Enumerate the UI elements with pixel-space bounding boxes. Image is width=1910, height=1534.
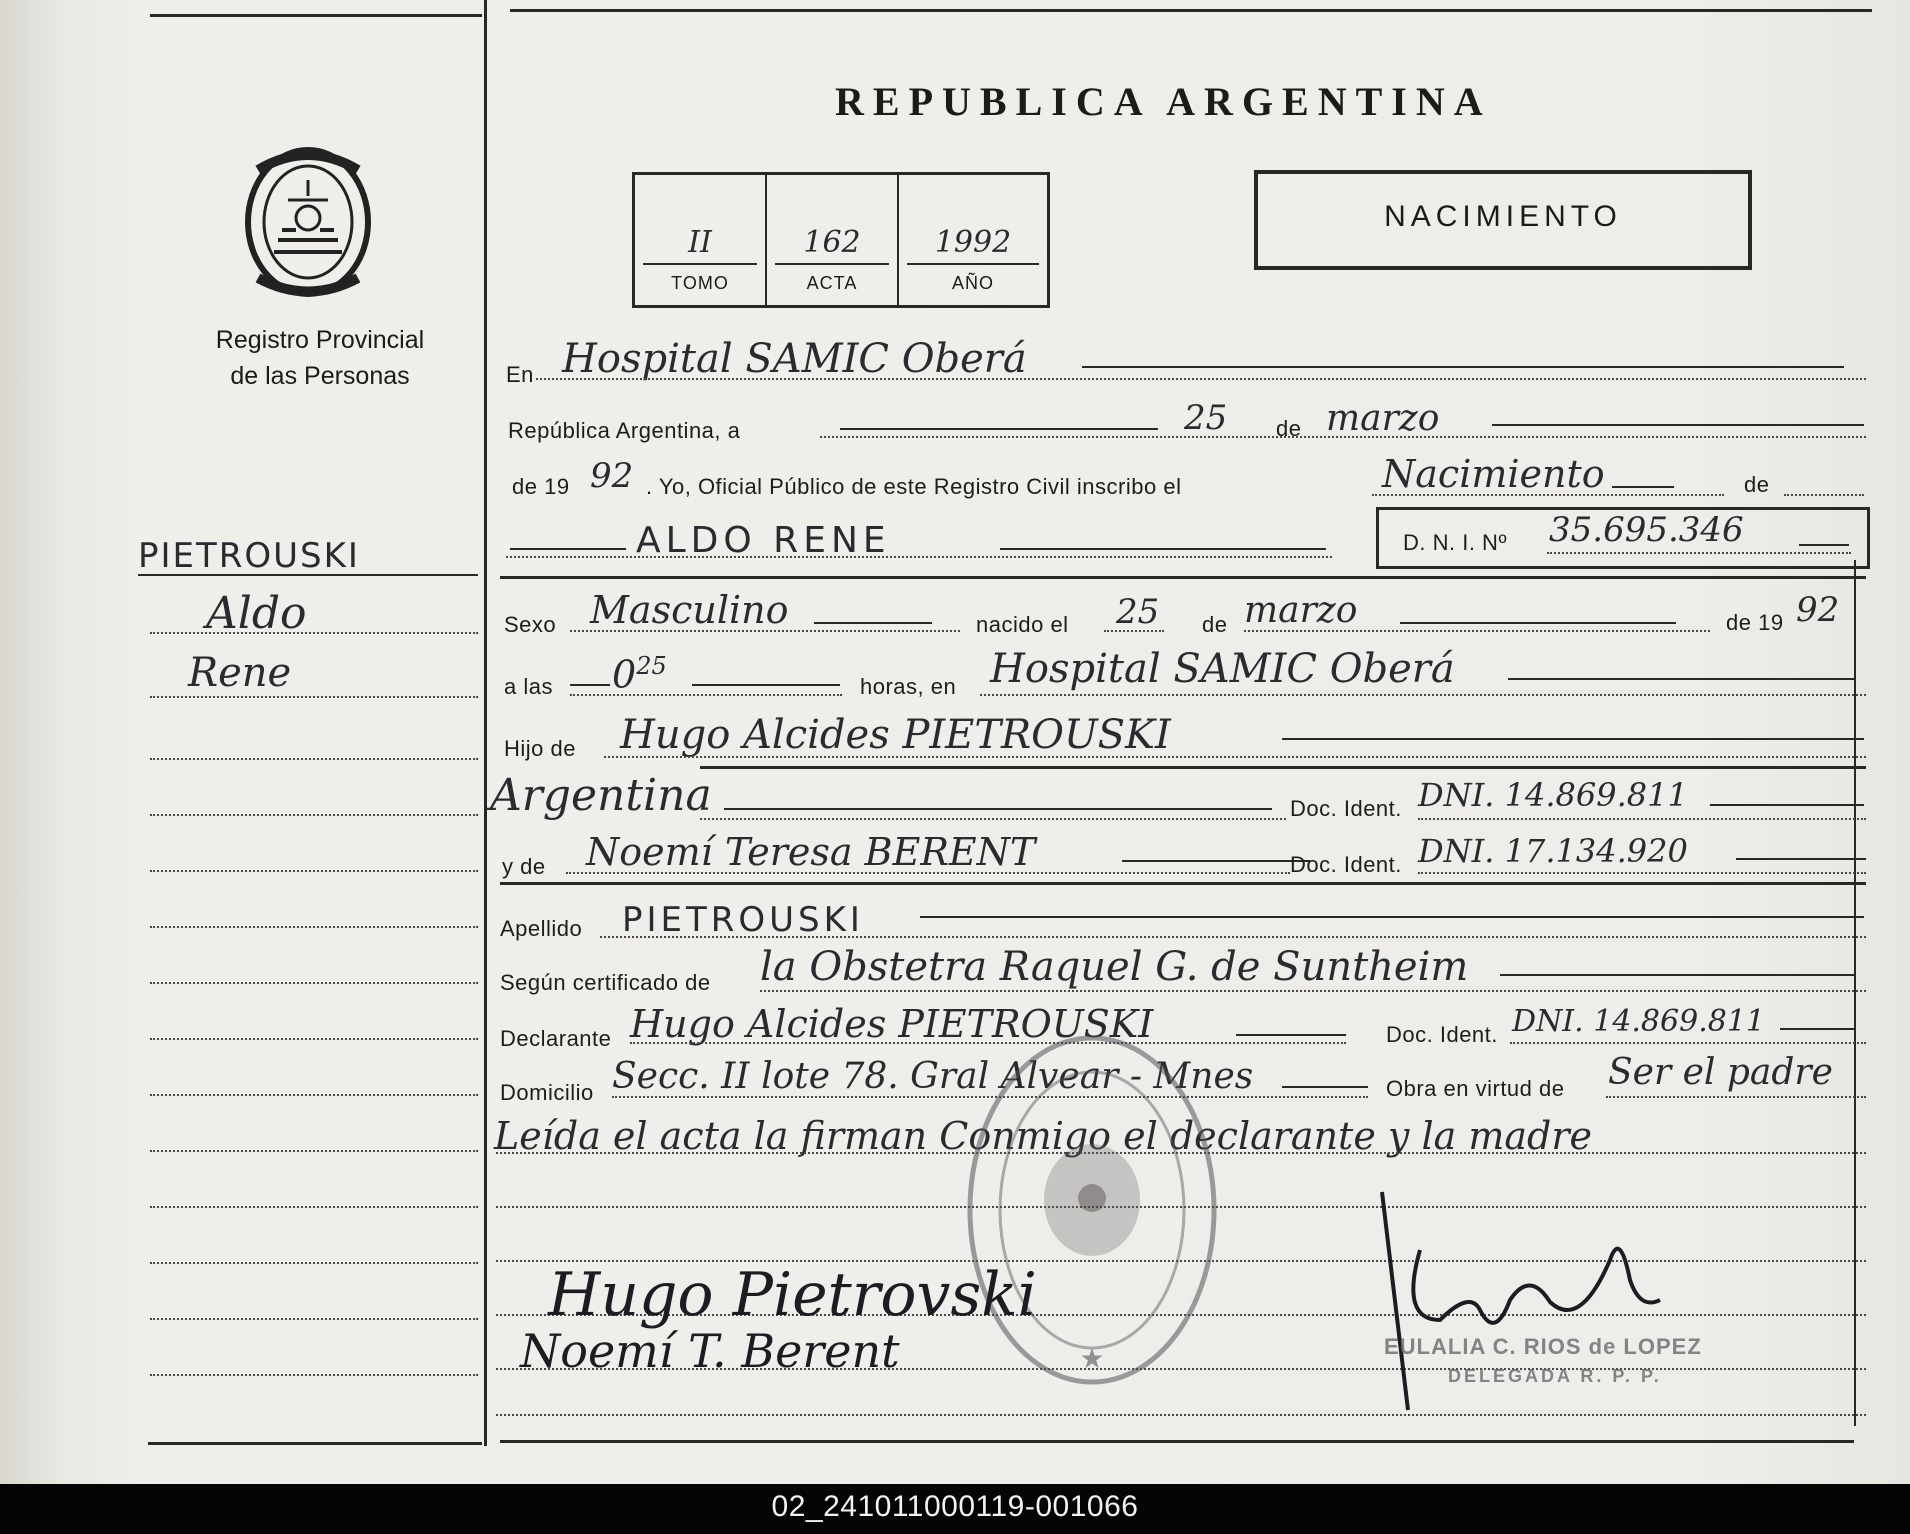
- field-mother-doc: DNI. 17.134.920: [1418, 832, 1688, 870]
- section-rule: [500, 882, 1866, 885]
- field-birth-year-suffix: 92: [1796, 590, 1840, 630]
- label-de-3: de: [1202, 612, 1228, 637]
- field-declarante-doc: DNI. 14.869.811: [1512, 1004, 1765, 1039]
- registry-cell-anio: [899, 175, 1047, 305]
- fill-line: [1000, 548, 1326, 550]
- field-hour: [612, 652, 667, 697]
- fill-line: [1400, 622, 1676, 624]
- sidebar-dotted-line: [150, 982, 478, 984]
- fill-line: [920, 916, 1864, 918]
- label-birth-year-prefix: de 19: [1726, 610, 1784, 635]
- fill-line: [814, 622, 932, 624]
- hour-value: 0: [612, 652, 637, 697]
- dotted-line: [566, 872, 1290, 874]
- label-y-de: y de: [502, 854, 546, 879]
- field-domicilio: Secc. II lote 78. Gral Alvear - Mnes: [612, 1056, 1254, 1097]
- image-id-bar: [0, 1484, 1910, 1534]
- field-child-name: ALDO RENE: [636, 520, 891, 561]
- label-obra: Obra en virtud de: [1386, 1076, 1565, 1101]
- label-en: En: [506, 362, 534, 387]
- label-yo-oficial: . Yo, Oficial Público de este Registro Civil inscribo el: [646, 474, 1182, 499]
- label-dni: D. N. I. Nº: [1403, 530, 1507, 555]
- dotted-line: [536, 378, 1866, 380]
- sidebar-dotted-line: [150, 1374, 478, 1376]
- field-obra: Ser el padre: [1608, 1052, 1833, 1093]
- dotted-line: [1510, 1042, 1866, 1044]
- sidebar-dotted-line: [150, 814, 478, 816]
- field-birth-day: 25: [1116, 592, 1160, 632]
- fill-line: [510, 548, 626, 550]
- dotted-line: [506, 556, 1332, 558]
- label-doc-ident-3: Doc. Ident.: [1386, 1022, 1498, 1047]
- sidebar-given-name-2: Rene: [188, 650, 292, 696]
- field-event: Nacimiento: [1382, 452, 1605, 496]
- field-father-nationality: Argentina: [490, 770, 712, 821]
- field-sexo: Masculino: [590, 588, 789, 632]
- sidebar-dotted-line: [150, 926, 478, 928]
- label-doc-ident-1: Doc. Ident.: [1290, 796, 1402, 821]
- top-rule-left: [150, 14, 482, 17]
- sidebar-surname: PIETROUSKI: [138, 536, 360, 576]
- top-rule-right: [510, 9, 1872, 12]
- dotted-line: [570, 630, 960, 632]
- provincial-seal-icon: [238, 140, 378, 300]
- father-signature: Hugo Pietrovski: [548, 1260, 1037, 1330]
- label-certificado: Según certificado de: [500, 970, 711, 995]
- registry-office-name: [150, 322, 490, 394]
- field-birth-month: marzo: [1244, 590, 1358, 631]
- registry-cell-acta: [767, 175, 897, 305]
- field-place: Hospital SAMIC Oberá: [562, 336, 1027, 382]
- field-year-suffix: 92: [590, 456, 634, 496]
- dotted-line: [1547, 552, 1851, 554]
- hour-superscript: 25: [636, 652, 667, 680]
- acta-value: 162: [803, 225, 861, 260]
- fill-line: [1282, 1086, 1368, 1088]
- tomo-label: TOMO: [671, 273, 729, 293]
- label-horas-en: horas, en: [860, 674, 957, 699]
- dotted-line: [570, 694, 842, 696]
- registry-box: [632, 172, 1050, 308]
- registry-rule: [775, 263, 889, 265]
- fill-line: [1236, 1034, 1346, 1036]
- registry-rule: [643, 263, 757, 265]
- acta-label: ACTA: [806, 273, 858, 293]
- dotted-line: [1244, 630, 1710, 632]
- anio-value: 1992: [934, 225, 1012, 260]
- official-name-stamp: EULALIA C. RIOS de LOPEZ: [1384, 1334, 1702, 1359]
- dotted-line: [1372, 494, 1724, 496]
- dotted-line: [1784, 494, 1864, 496]
- dotted-line: [980, 694, 1866, 696]
- section-rule: [500, 576, 1866, 579]
- fill-line: [1780, 1028, 1856, 1030]
- right-border: [1854, 560, 1856, 1426]
- dotted-line: [604, 756, 1866, 758]
- mother-signature: Noemí T. Berent: [520, 1324, 900, 1378]
- dotted-line: [1418, 872, 1866, 874]
- sidebar-dotted-line: [150, 696, 478, 698]
- dotted-line: [760, 990, 1866, 992]
- field-mother: Noemí Teresa BERENT: [586, 830, 1036, 874]
- label-declarante: Declarante: [500, 1026, 612, 1051]
- fill-line: [1799, 544, 1849, 546]
- field-father: Hugo Alcides PIETROUSKI: [620, 712, 1171, 758]
- field-apellido: PIETROUSKI: [622, 900, 864, 940]
- field-certificado: la Obstetra Raquel G. de Suntheim: [760, 944, 1469, 990]
- anio-label: AÑO: [951, 273, 994, 293]
- fill-line: [1612, 486, 1674, 488]
- registry-cell-tomo: [635, 175, 765, 305]
- dni-box: [1376, 507, 1870, 569]
- sidebar-dotted-line: [150, 1318, 478, 1320]
- fill-line: [1736, 858, 1866, 860]
- dotted-line: [1104, 630, 1164, 632]
- label-domicilio: Domicilio: [500, 1080, 594, 1105]
- dotted-line: [700, 818, 1286, 820]
- label-hijo-de: Hijo de: [504, 736, 576, 761]
- fill-line: [1508, 678, 1854, 680]
- sidebar-dotted-line: [150, 1094, 478, 1096]
- office-line-2: de las Personas: [230, 362, 410, 390]
- label-de: de: [1276, 416, 1302, 441]
- official-title-stamp: DELEGADA R. P. P.: [1448, 1366, 1662, 1386]
- sidebar-dotted-line: [150, 1150, 478, 1152]
- label-a-las: a las: [504, 674, 553, 699]
- tomo-value: II: [688, 225, 712, 260]
- label-apellido: Apellido: [500, 916, 583, 941]
- official-signature-icon: [1360, 1190, 1690, 1430]
- act-type-box: [1254, 170, 1752, 270]
- label-doc-ident-2: Doc. Ident.: [1290, 852, 1402, 877]
- sidebar-dotted-line: [150, 870, 478, 872]
- label-year-prefix: de 19: [512, 474, 570, 499]
- svg-text:★: ★: [1079, 1342, 1105, 1375]
- fill-line: [570, 684, 610, 686]
- sidebar-dotted-line: [150, 632, 478, 634]
- bottom-rule: [500, 1440, 1854, 1443]
- fill-line: [692, 684, 840, 686]
- label-sexo: Sexo: [504, 612, 557, 637]
- field-declarante: Hugo Alcides PIETROUSKI: [630, 1002, 1154, 1046]
- field-dni: 35.695.346: [1549, 510, 1744, 550]
- office-line-1: Registro Provincial: [215, 326, 425, 354]
- fill-line: [840, 428, 1158, 430]
- fill-line: [1122, 860, 1310, 862]
- sidebar-dotted-line: [150, 1262, 478, 1264]
- act-type-label: NACIMIENTO: [1384, 200, 1622, 233]
- dotted-line: [1418, 818, 1866, 820]
- document-title: REPUBLICA ARGENTINA: [835, 79, 1492, 124]
- field-birth-place: Hospital SAMIC Oberá: [990, 646, 1455, 692]
- label-republica: República Argentina, a: [508, 418, 741, 443]
- field-father-doc: DNI. 14.869.811: [1418, 776, 1688, 814]
- round-stamp-icon: [962, 1030, 1222, 1390]
- sidebar-surname-rule: [138, 574, 478, 576]
- field-observaciones: Leída el acta la firman Conmigo el declarante y la madre: [494, 1114, 1592, 1158]
- field-month: marzo: [1326, 398, 1440, 439]
- label-nacido: nacido el: [976, 612, 1069, 637]
- column-divider: [484, 0, 487, 1446]
- fill-line: [1492, 424, 1864, 426]
- dotted-line: [1606, 1096, 1866, 1098]
- fill-line: [1500, 974, 1854, 976]
- sidebar-dotted-line: [150, 1038, 478, 1040]
- image-id-label: 02_241011000119-001066: [771, 1490, 1139, 1523]
- sidebar-given-name-1: Aldo: [206, 588, 307, 639]
- label-de-2: de: [1744, 472, 1770, 497]
- sidebar-bottom-rule: [148, 1442, 482, 1445]
- sidebar-dotted-line: [150, 1206, 478, 1208]
- fill-line: [724, 808, 1272, 810]
- fill-line: [1082, 366, 1844, 368]
- field-day: 25: [1184, 398, 1228, 438]
- dotted-line: [600, 936, 1866, 938]
- section-rule: [700, 766, 1866, 769]
- fill-line: [1710, 804, 1864, 806]
- sidebar-dotted-line: [150, 758, 478, 760]
- fill-line: [1282, 738, 1864, 740]
- registry-rule: [907, 263, 1039, 265]
